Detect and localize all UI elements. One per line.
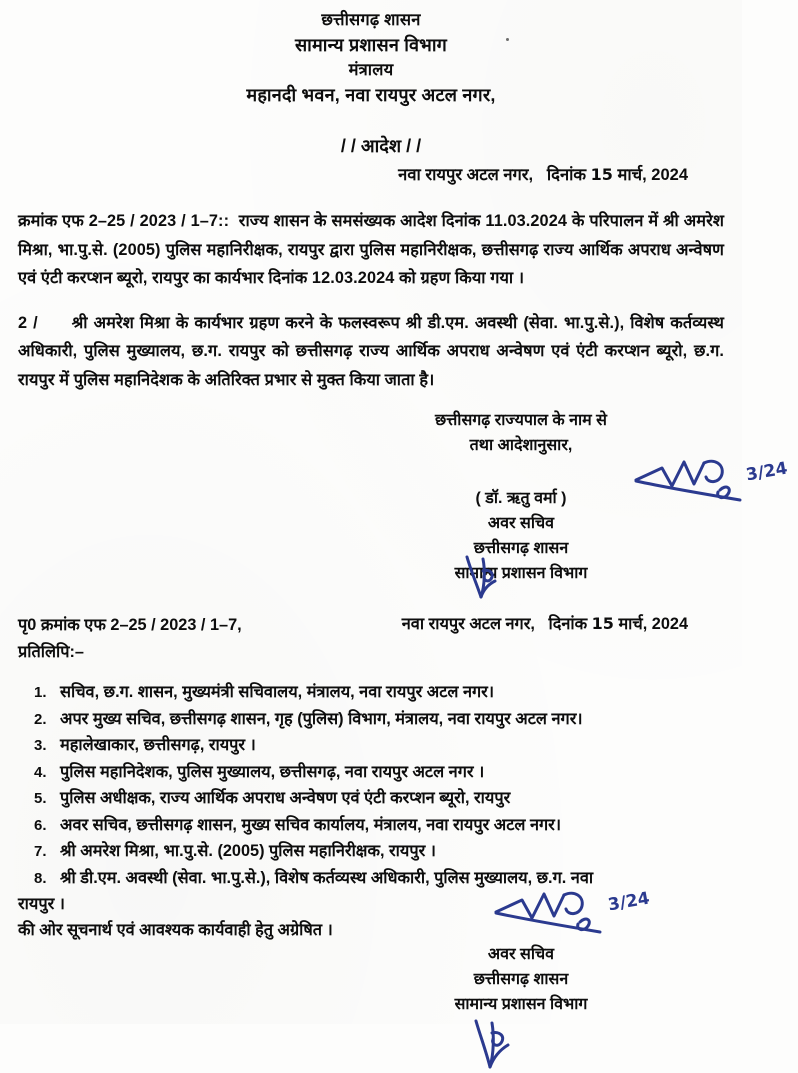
list-item-text: पुलिस अधीक्षक, राज्य आर्थिक अपराध अन्वेषण एवं एंटी करप्शन ब्यूरो, रायपुर bbox=[60, 789, 511, 807]
order-title: / / आदेश / / bbox=[340, 136, 422, 156]
list-item-text: श्री अमरेश मिश्रा, भा.पु.से. (2005) पुलिस महानिरीक्षक, रायपुर । bbox=[60, 842, 436, 860]
copy-to-label: प्रतिलिपि:– bbox=[18, 643, 84, 661]
list-item bbox=[18, 707, 724, 732]
endorsement-reference-number: पृ0 क्रमांक एफ 2–25 / 2023 / 1–7, bbox=[18, 616, 242, 634]
list-item-index: 6. bbox=[34, 816, 47, 834]
closing-line: की ओर सूचनार्थ एवं आवश्यक कार्यवाही हेतु अग्रेषित । bbox=[18, 921, 333, 939]
list-item-index: 7. bbox=[34, 843, 47, 860]
list-item bbox=[18, 786, 724, 811]
header-department: सामान्य प्रशासन विभाग bbox=[294, 35, 448, 55]
order-date-rest: मार्च, 2024 bbox=[617, 166, 688, 184]
endorsement-place: नवा रायपुर अटल नगर, bbox=[401, 615, 535, 633]
footer-designation: अवर सचिव bbox=[487, 946, 555, 963]
endorsement-date-label: दिनांक bbox=[548, 615, 588, 633]
header-address: महानदी भवन, नवा रायपुर अटल नगर, bbox=[246, 85, 496, 105]
signatory-department-row bbox=[318, 561, 724, 586]
list-item-text: पुलिस महानिदेशक, पुलिस मुख्यालय, छत्तीसगढ़, नवा रायपुर अटल नगर । bbox=[60, 762, 485, 781]
order-reference-number: क्रमांक एफ 2–25 / 2023 / 1–7 bbox=[18, 212, 219, 230]
endorsement-row bbox=[18, 612, 724, 666]
paper-speck bbox=[506, 38, 509, 41]
list-item bbox=[18, 839, 724, 864]
endorsement-place-date bbox=[402, 612, 724, 634]
paragraph-one-text: राज्य शासन के समसंख्यक आदेश दिनांक 11.03.2024 के परिपालन में श्री अमरेश मिश्रा, भा.पु.से. (2005) पुलिस महानिरीक्षक, रायपुर द्वारा पुलिस महानिरीक्षक, छत्तीसगढ़ राज्य आर्थिक अपराध अन्वेषण एवं एंटी करप्शन ब्यूरो, रायपुर का कार्यभार दिनांक 12.03.2024 को ग्रहण किया गया । bbox=[18, 212, 724, 287]
by-order-of-governor-line-2: तथा आदेशानुसार, bbox=[469, 437, 573, 454]
list-item-continuation: रायपुर । bbox=[18, 895, 65, 913]
footer-signature-block bbox=[18, 942, 724, 1051]
paragraph-two-number: 2 / bbox=[18, 313, 38, 332]
list-item-index: 3. bbox=[34, 737, 47, 754]
list-item bbox=[18, 813, 724, 838]
handwritten-signature-icon bbox=[628, 450, 798, 516]
list-item-text: अवर सचिव, छत्तीसगढ़ शासन, मुख्य सचिव कार्यालय, मंत्रालय, नवा रायपुर अटल नगर। bbox=[60, 815, 562, 834]
distribution-list bbox=[18, 680, 724, 914]
signatory-department: सामान्य प्रशासन विभाग bbox=[454, 565, 588, 582]
paragraph-one bbox=[18, 207, 724, 293]
signature-date-handwritten: 3/24 bbox=[744, 458, 790, 486]
footer-initial-row bbox=[318, 1017, 724, 1051]
paragraph-two bbox=[18, 309, 724, 395]
paragraph-two-text: श्री अमरेश मिश्रा के कार्यभार ग्रहण करने के फलस्वरूप श्री डी.एम. अवस्थी (सेवा. भा.पु.से.), विशेष कर्तव्यस्थ अधिकारी, पुलिस मुख्यालय, छ.ग. रायपुर को छत्तीसगढ़ राज्य आर्थिक अपराध अन्वेषण एवं एंटी करप्शन ब्यूरो, छ.ग. रायपुर में पुलिस महानिदेशक के अतिरिक्त प्रभार से मुक्त किया जाता है। bbox=[18, 313, 724, 389]
list-item-index: 8. bbox=[34, 869, 47, 887]
endorsement-date-day: 15 bbox=[591, 614, 614, 633]
signatory-designation: अवर सचिव bbox=[487, 515, 555, 532]
list-item-text: सचिव, छ.ग. शासन, मुख्यमंत्री सचिवालय, मंत्रालय, नवा रायपुर अटल नगर। bbox=[60, 683, 495, 701]
signature-block bbox=[18, 408, 790, 586]
list-item-text: महालेखाकार, छत्तीसगढ़, रायपुर । bbox=[60, 736, 256, 754]
signatory-name-row bbox=[318, 458, 790, 511]
list-item bbox=[18, 680, 724, 705]
by-order-of-governor-line-1: छत्तीसगढ़ राज्यपाल के नाम से bbox=[435, 412, 607, 429]
initial-mark-icon bbox=[468, 1017, 514, 1073]
signatory-name: ( डॉ. ऋतु वर्मा ) bbox=[475, 490, 567, 507]
endorsement-left bbox=[18, 612, 242, 666]
list-item-index: 5. bbox=[34, 790, 47, 807]
endorsement-date-rest: मार्च, 2024 bbox=[618, 615, 688, 633]
order-date-label: दिनांक bbox=[546, 166, 587, 184]
order-place-date bbox=[18, 162, 724, 185]
list-item bbox=[18, 733, 724, 758]
footer-signature-date-handwritten: 3/24 bbox=[606, 888, 652, 916]
list-item-text: अपर मुख्य सचिव, छत्तीसगढ़ शासन, गृह (पुलिस) विभाग, मंत्रालय, नवा रायपुर अटल नगर। bbox=[60, 709, 583, 728]
header-secretariat: मंत्रालय bbox=[348, 61, 394, 79]
order-place: नवा रायपुर अटल नगर, bbox=[398, 166, 534, 184]
list-item bbox=[18, 866, 724, 891]
list-item-index: 4. bbox=[34, 763, 47, 781]
signatory-government: छत्तीसगढ़ शासन bbox=[473, 540, 569, 557]
footer-department: सामान्य प्रशासन विभाग bbox=[454, 996, 588, 1013]
list-item-index: 1. bbox=[34, 684, 47, 701]
footer-government: छत्तीसगढ़ शासन bbox=[473, 971, 569, 988]
order-date-day: 15 bbox=[590, 165, 613, 184]
list-item-text: श्री डी.एम. अवस्थी (सेवा. भा.पु.से.), विशेष कर्तव्यस्थ अधिकारी, पुलिस मुख्यालय, छ.ग. नवा bbox=[60, 868, 594, 887]
header-state-government: छत्तीसगढ़ शासन bbox=[321, 11, 421, 29]
document-header bbox=[18, 8, 724, 108]
list-item bbox=[18, 760, 724, 785]
list-item-index: 2. bbox=[34, 710, 47, 728]
reference-separator: :: bbox=[218, 212, 230, 230]
